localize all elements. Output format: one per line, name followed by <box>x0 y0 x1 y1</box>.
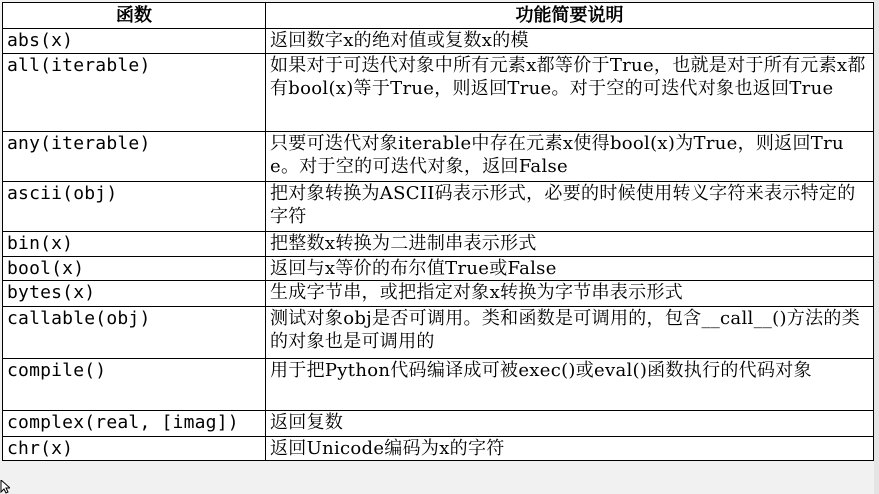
function-name-cell: ascii(obj) <box>3 182 266 232</box>
function-name-cell: callable(obj) <box>3 307 266 359</box>
function-name-cell: complex(real, [imag]) <box>3 411 266 437</box>
table-row <box>3 232 874 257</box>
table-row <box>3 281 874 307</box>
description-cell: 返回复数 <box>266 411 874 437</box>
description-cell: 测试对象obj是否可调用。类和函数是可调用的，包含__call__()方法的类的对象也是可调用的 <box>266 307 874 359</box>
table-row <box>3 29 874 54</box>
function-name-cell: chr(x) <box>3 437 266 461</box>
table-row <box>3 54 874 132</box>
table-row <box>3 437 874 461</box>
function-name-cell: bin(x) <box>3 232 266 257</box>
description-cell: 返回Unicode编码为x的字符 <box>266 437 874 461</box>
table-row <box>3 182 874 232</box>
table-row <box>3 411 874 437</box>
table-row <box>3 359 874 411</box>
description-cell: 生成字节串，或把指定对象x转换为字节串表示形式 <box>266 281 874 307</box>
function-name-cell: abs(x) <box>3 29 266 54</box>
table-row <box>3 132 874 182</box>
table-row <box>3 307 874 359</box>
description-cell: 把对象转换为ASCII码表示形式，必要的时候使用转义字符来表示特定的字符 <box>266 182 874 232</box>
function-name-cell: all(iterable) <box>3 54 266 132</box>
description-cell: 如果对于可迭代对象中所有元素x都等价于True，也就是对于所有元素x都有bool(x)等于True，则返回True。对于空的可迭代对象也返回True <box>266 54 874 132</box>
function-name-cell: compile() <box>3 359 266 411</box>
function-name-cell: bool(x) <box>3 257 266 281</box>
description-cell: 把整数x转换为二进制串表示形式 <box>266 232 874 257</box>
builtin-functions-table <box>2 2 874 461</box>
description-cell: 返回数字x的绝对值或复数x的模 <box>266 29 874 54</box>
description-cell: 返回与x等价的布尔值True或False <box>266 257 874 281</box>
vertical-scrollbar[interactable] <box>874 0 879 494</box>
function-name-cell: any(iterable) <box>3 132 266 182</box>
table-row <box>3 257 874 281</box>
description-cell: 用于把Python代码编译成可被exec()或eval()函数执行的代码对象 <box>266 359 874 411</box>
description-cell: 只要可迭代对象iterable中存在元素x使得bool(x)为True，则返回True。对于空的可迭代对象，返回False <box>266 132 874 182</box>
table-header-row <box>3 3 874 29</box>
header-description: 功能简要说明 <box>266 3 874 29</box>
header-function: 函数 <box>3 3 266 29</box>
function-name-cell: bytes(x) <box>3 281 266 307</box>
mouse-cursor-icon <box>0 480 10 494</box>
